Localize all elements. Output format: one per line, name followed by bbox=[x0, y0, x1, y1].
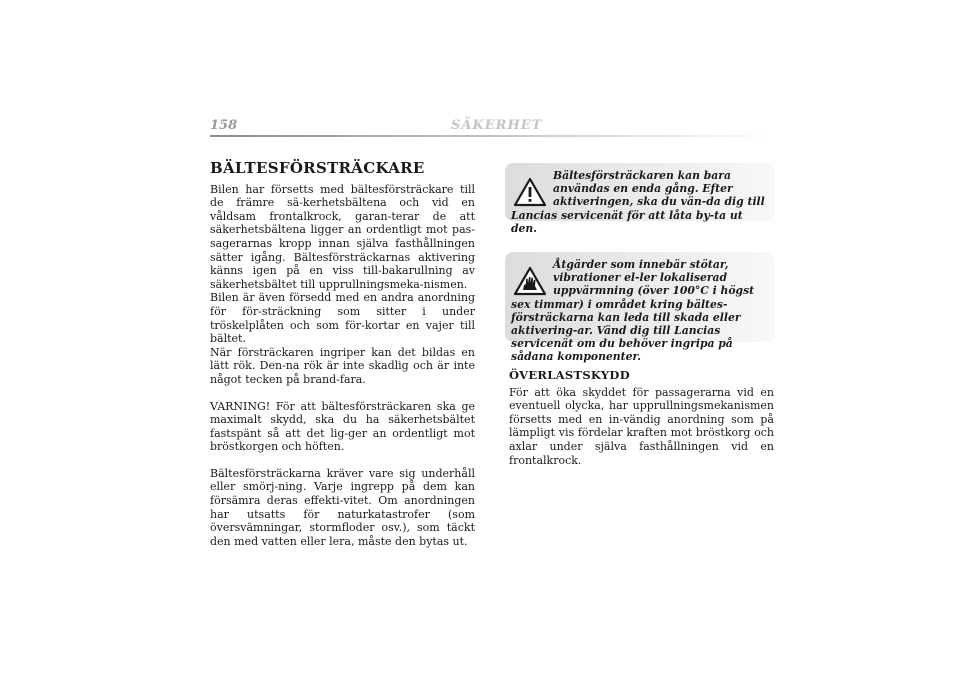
warning-text-2: Åtgärder som innebär stötar, vibrationer el-ler lokaliserad uppvärmning (över 100°C i högst sex timmar) i området kring bältes-försträckarna kan leda till skada eller aktivering-ar. Vänd dig till Lancias servicenät om du behöver ingripa på sådana komponenter. bbox=[511, 258, 755, 364]
overload-paragraph: För att öka skyddet för passagerarna vid en eventuell olycka, har upprullningsmekanismen försetts med en in-vändig anordning som på lämpligt vis fördelar kraften mot bröstkorg och axlar under själva fasthållningen vid en frontalkrock. bbox=[509, 385, 774, 467]
second-device-paragraph: Bilen är även försedd med en andra anordning för för-sträckning som sitter i under tröskelplåten och som för-kortar en vajer till bältet. bbox=[210, 291, 475, 346]
intro-paragraph: Bilen har försetts med bältesförsträckare till de främre sä-kerhetsbältena och vid en våldsam frontalkrock, garan-terar de att säkerhetsbältena ligger an ordentligt mot pas-sagerarnas kropp innan själva fasthållningen sätter igång. Bältesförsträckarnas aktivering känns igen på en viss till-bakarullning av säkerhetsbältet till upprullningsmeka-nismen. bbox=[210, 182, 475, 291]
warning-box-2 bbox=[505, 252, 775, 364]
right-column bbox=[509, 369, 774, 467]
overload-heading: ÖVERLASTSKYDD bbox=[509, 368, 630, 382]
hand-in-triangle-icon bbox=[513, 266, 547, 296]
left-column bbox=[210, 159, 475, 548]
main-heading: BÄLTESFÖRSTRÄCKARE bbox=[210, 159, 425, 177]
smoke-paragraph: När försträckaren ingriper kan det bildas en lätt rök. Den-na rök är inte skadlig och är inte något tecken på brand-fara. bbox=[210, 345, 475, 386]
page-header bbox=[210, 118, 775, 138]
warning-text-1: Bältesförsträckaren kan bara användas en enda gång. Efter aktiveringen, ska du vän-da dig till Lancias servicenät för att låta by-ta ut den. bbox=[511, 169, 765, 235]
maintenance-paragraph: Bältesförsträckarna kräver vare sig underhåll eller smörj-ning. Varje ingrepp på dem kan försämra deras effekti-vitet. Om anordningen har utsatts för naturkatastrofer (som översvämningar, stormfloder osv.), som täckt den med vatten eller lera, måste den bytas ut. bbox=[210, 466, 475, 548]
page-number: 158 bbox=[210, 118, 238, 133]
section-title: SÄKERHET bbox=[451, 118, 543, 133]
warning-triangle-icon bbox=[513, 177, 547, 207]
warning-box-1 bbox=[505, 163, 775, 235]
header-divider bbox=[210, 135, 775, 137]
warning-paragraph: VARNING! För att bältesförsträckaren ska ge maximalt skydd, ska du ha säkerhetsbältet fastspänt så att det lig-ger an ordentligt mot bröstkorgen och höften. bbox=[210, 399, 475, 454]
